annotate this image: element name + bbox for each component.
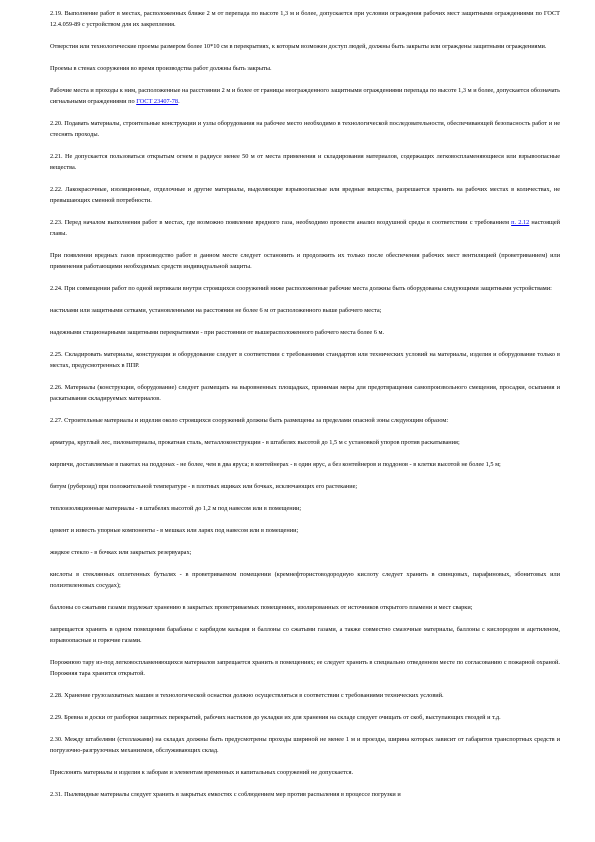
paragraph-text: 2.30. Между штабелями (стеллажами) на складах должны быть предусмотрены проходы шириной не менее 1 м и проезды, ширина которых зависит от габаритов транспортных средств и погрузочно-разгрузочных механизмов, обслуживающих склад.: [50, 736, 560, 754]
paragraph: [50, 415, 560, 426]
paragraph-text-tail: настоящей главы.: [50, 219, 560, 237]
paragraph: [50, 305, 560, 316]
paragraph-text: 2.28. Хранение грузозахватных машин и технологической оснастки должно осуществляться в соответствии с требованиями технических условий.: [50, 692, 444, 699]
paragraph-text: кислоты в стеклянных оплетенных бутылях - в проветриваемом помещении (кремнефтористоводородную кислоту следует хранить в свинцовых, парафиновых, эбонитовых или полиэтиленовых сосудах);: [50, 571, 560, 589]
paragraph-text: жидкое стекло - в бочках или закрытых резервуарах;: [50, 549, 192, 556]
paragraph: [50, 41, 560, 52]
paragraph-text: 2.24. При совмещении работ по одной вертикали внутри строящихся сооружений ниже расположенные рабочие места должны быть оборудованы следующими защитными устройствами:: [50, 285, 552, 292]
paragraph: [50, 734, 560, 756]
paragraph-text: арматура, круглый лес, пиломатериалы, прокатная сталь, металлоконструкции - в штабелях высотой до 1,5 м с установкой упоров против раскатывания;: [50, 439, 460, 446]
paragraph-text: кирпичи, доставляемые в пакетах на поддонах - не более, чем в два яруса; в контейнерах - в один ярус, а без контейнеров и поддонов - в клетки высотой не более 1,5 м;: [50, 461, 501, 468]
paragraph-text: 2.21. Не допускается пользоваться открытым огнем в радиусе менее 50 м от места применения и складирования материалов, содержащих легковоспламеняющиеся или взрывоопасные вещества.: [50, 153, 560, 171]
paragraph: [50, 657, 560, 679]
paragraph: [50, 437, 560, 448]
paragraph-text: 2.22. Лакокрасочные, изоляционные, отделочные и другие материалы, выделяющие взрывоопасные или вредные вещества, разрешается хранить на рабочих местах в количествах, не превышающих сменной потребности.: [50, 186, 560, 204]
paragraph: [50, 349, 560, 371]
paragraph: [50, 327, 560, 338]
paragraph: [50, 481, 560, 492]
paragraph: [50, 250, 560, 272]
paragraph-text: Рабочие места и проходы к ним, расположенные на расстоянии 2 м и более от границы неогражденного защитными ограждениями перепада по высоте 1,3 м и более, допускается обозначать сигнальными ограждениями по: [50, 87, 560, 105]
paragraph-text: 2.25. Складировать материалы, конструкции и оборудование следует в соответствии с требованиями стандартов или технических условий на материалы, изделия и оборудование только в местах, предусмотренных в ППР.: [50, 351, 560, 369]
paragraph-text: настилами или защитными сетками, установленными на расстоянии не более 6 м от расположенного выше рабочего места;: [50, 307, 382, 314]
paragraph-text: теплоизоляционные материалы - в штабелях высотой до 1,2 м под навесом или в помещении;: [50, 505, 302, 512]
paragraph-text: 2.26. Материалы (конструкции, оборудование) следует размещать на выровненных площадках, принимая меры для предотвращения самопроизвольного смещения, просадки, осыпания и раскатывания складируемых материалов.: [50, 384, 560, 402]
paragraph: [50, 789, 560, 800]
paragraph-text: 2.27. Строительные материалы и изделия около строящихся сооружений должны быть размещены за пределами опасной зоны следующим образом:: [50, 417, 449, 424]
paragraph: [50, 459, 560, 470]
paragraph: [50, 118, 560, 140]
paragraph: [50, 503, 560, 514]
paragraph: [50, 690, 560, 701]
document-link[interactable]: п. 2.12: [511, 219, 530, 226]
paragraph: [50, 151, 560, 173]
paragraph-text: Прислонять материалы и изделия к заборам и элементам временных и капитальных сооружений не допускается.: [50, 769, 354, 776]
paragraph-text: 2.19. Выполнение работ в местах, расположенных ближе 2 м от перепада по высоте 1,3 м и более, допускается при условии ограждения рабочих мест защитными ограждениями по ГОСТ 12.4.059-89 с устройством для их закрепления.: [50, 10, 560, 28]
paragraph-text: 2.29. Бревна и доски от разборки защитных перекрытий, рабочих настилов до укладки их для хранения на складе следует очищать от скоб, выступающих гвоздей и т.д.: [50, 714, 501, 721]
paragraph: [50, 63, 560, 74]
paragraph-text: битум (рубероид) при положительной температуре - в плотных ящиках или бочках, исключающих его растекание;: [50, 483, 358, 490]
paragraph-text: Порожнюю тару из-под легковоспламеняющихся материалов запрещается хранить в помещениях; ее следует хранить в специально отведенном месте по согласованию с пожарной охраной. Порожняя тара хранится открытой.: [50, 659, 560, 677]
paragraph: [50, 624, 560, 646]
paragraph: [50, 184, 560, 206]
paragraph: [50, 602, 560, 613]
paragraph-text: 2.20. Подавать материалы, строительные конструкции и узлы оборудования на рабочее место необходимо в технологической последовательности, обеспечивающей безопасность работ и не стеснять проходы.: [50, 120, 560, 138]
paragraph: [50, 712, 560, 723]
paragraph-text: 2.23. Перед началом выполнения работ в местах, где возможно появление вредного газа, необходимо провести анализ воздушной среды в соответствии с требованием: [50, 219, 512, 226]
paragraph: [50, 85, 560, 107]
paragraph-text: Отверстия или технологические проемы размером более 10*10 см в перекрытиях, к которым возможен доступ людей, должны быть закрыты или ограждены защитными ограждениями.: [50, 43, 547, 50]
paragraph-text: баллоны со сжатыми газами подлежат хранению в закрытых проветриваемых помещениях, изолированных от источников открытого пламени и мест сварки;: [50, 604, 473, 611]
paragraph: [50, 525, 560, 536]
document-link[interactable]: ГОСТ 23407-78: [136, 98, 179, 105]
paragraph: [50, 8, 560, 30]
paragraph-text: При появлении вредных газов производство работ в данном месте следует остановить и продолжить их только после обеспечения рабочих мест вентиляцией (проветриванием) или применения работающими необходимых средств индивидуальной защиты.: [50, 252, 560, 270]
paragraph: [50, 217, 560, 239]
paragraph-text: запрещается хранить в одном помещении барабаны с карбидом кальция и баллоны со сжатыми газами, а также совместно смазочные материалы, баллоны с кислородом и ацетиленом, взрывоопасные и горючие газами.: [50, 626, 560, 644]
paragraph-text: 2.31. Пылевидные материалы следует хранить в закрытых емкостях с соблюдением мер против распыления в процессе погрузки и: [50, 791, 401, 798]
paragraph-text: Проемы в стенах сооружения во время производства работ должны быть закрыты.: [50, 65, 272, 72]
paragraph: [50, 547, 560, 558]
paragraph: [50, 569, 560, 591]
paragraph-text-tail: .: [178, 98, 180, 105]
paragraph: [50, 283, 560, 294]
paragraph-text: надежными стационарными защитными перекрытиями - при расстоянии от вышерасположенного рабочего места более 6 м.: [50, 329, 385, 336]
paragraph-text: цемент и известь упорные компоненты - в мешках или ларях под навесом или в помещении;: [50, 527, 299, 534]
paragraph: [50, 767, 560, 778]
paragraph: [50, 382, 560, 404]
document-page: [50, 8, 560, 811]
